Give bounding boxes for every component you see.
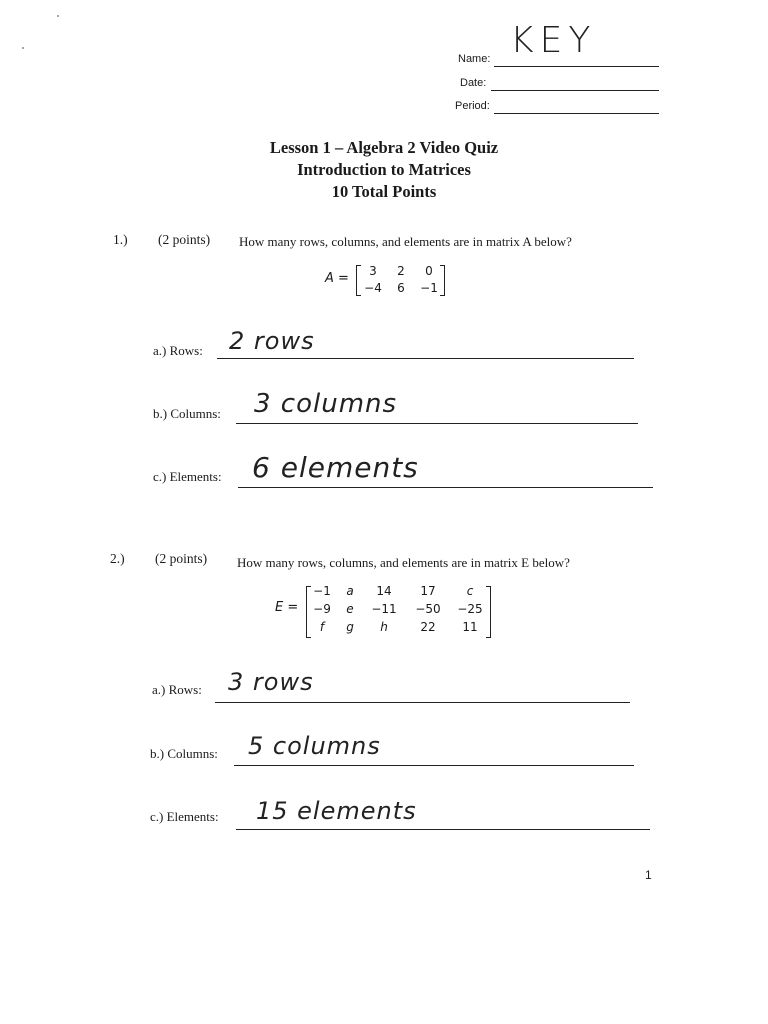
question-number: 2.) <box>110 551 125 566</box>
matrix-cell: 3 <box>369 264 377 278</box>
name-field[interactable] <box>494 66 659 67</box>
question-text: How many rows, columns, and elements are in matrix E below? <box>237 555 570 570</box>
answer-line[interactable] <box>234 765 634 766</box>
date-label: Date: <box>460 77 487 89</box>
answer-value: 3 columns <box>254 389 398 419</box>
matrix-cell: 2 <box>397 264 405 278</box>
answer-value: 2 rows <box>229 327 315 355</box>
matrix-cell: 11 <box>462 620 478 634</box>
matrix-label: E = <box>275 600 299 615</box>
matrix-cell: 0 <box>425 264 433 278</box>
matrix-cell: −4 <box>364 281 382 295</box>
quiz-title: Lesson 1 – Algebra 2 Video Quiz <box>269 138 499 157</box>
scan-speck <box>22 47 24 49</box>
matrix-cell: e <box>346 602 354 616</box>
period-label: Period: <box>455 100 490 112</box>
question-points: (2 points) <box>158 232 211 247</box>
answer-label: a.) Rows: <box>153 343 203 358</box>
question-number: 1.) <box>113 232 128 247</box>
matrix-cell: −50 <box>415 602 441 616</box>
answer-label: a.) Rows: <box>152 682 202 697</box>
name-label: Name: <box>458 53 491 65</box>
matrix-cell: g <box>346 620 354 634</box>
quiz-total-points: 10 Total Points <box>331 182 437 201</box>
matrix-cell: f <box>319 620 325 634</box>
matrix-cell: a <box>346 584 354 598</box>
answer-label: b.) Columns: <box>153 406 221 421</box>
matrix-cell: −1 <box>420 281 438 295</box>
matrix-cell: h <box>380 620 388 634</box>
scan-speck <box>57 15 59 17</box>
answer-value: 5 columns <box>248 732 381 760</box>
answer-value: 6 elements <box>252 451 419 484</box>
matrix-bracket-right <box>440 265 445 296</box>
page-number: 1 <box>645 868 652 882</box>
matrix-cell: −25 <box>457 602 483 616</box>
matrix-cell: 22 <box>420 620 436 634</box>
answer-label: c.) Elements: <box>153 469 222 484</box>
matrix-cell: 17 <box>420 584 436 598</box>
matrix-cell: c <box>466 584 474 598</box>
answer-value: 3 rows <box>228 668 314 696</box>
quiz-subtitle: Introduction to Matrices <box>297 160 471 179</box>
matrix-cell: 6 <box>397 281 405 295</box>
matrix-cell: −11 <box>371 602 397 616</box>
matrix-cell: 14 <box>376 584 392 598</box>
question-points: (2 points) <box>155 551 208 566</box>
answer-line[interactable] <box>215 702 630 703</box>
matrix-label: A = <box>325 271 349 286</box>
matrix-cell: −9 <box>313 602 331 616</box>
date-field[interactable] <box>491 90 659 91</box>
answer-value: 15 elements <box>256 797 417 825</box>
matrix-bracket-right <box>486 586 491 638</box>
answer-line[interactable] <box>236 829 650 830</box>
period-field[interactable] <box>494 113 659 114</box>
answer-line[interactable] <box>238 487 653 488</box>
answer-label: c.) Elements: <box>150 809 219 824</box>
answer-label: b.) Columns: <box>150 746 218 761</box>
question-text: How many rows, columns, and elements are in matrix A below? <box>239 234 572 249</box>
name-value: KEY <box>510 20 597 61</box>
answer-line[interactable] <box>217 358 634 359</box>
matrix-cell: −1 <box>313 584 331 598</box>
answer-line[interactable] <box>236 423 638 424</box>
